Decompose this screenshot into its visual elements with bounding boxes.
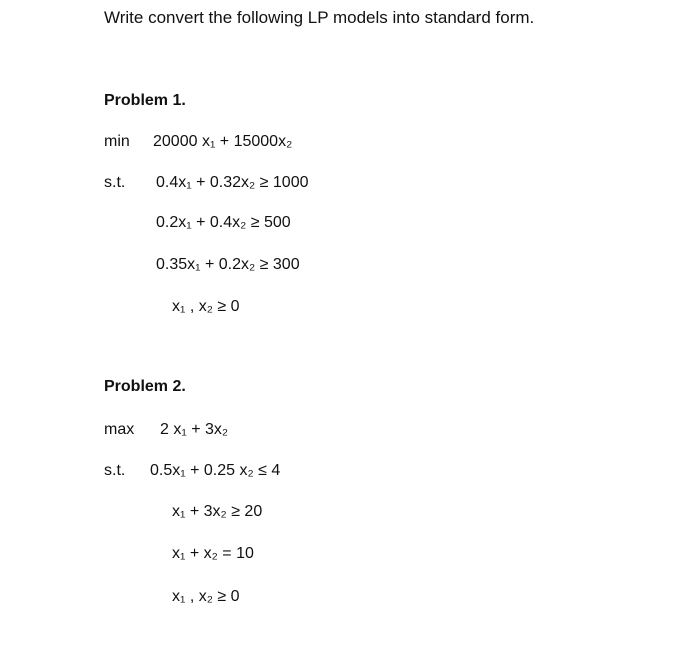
problem-1-constraint-1: 0.4x₁ + 0.32x₂ ≥ 1000	[156, 174, 309, 191]
problem-1-objective: 20000 x₁ + 15000x₂	[153, 133, 293, 150]
problem-1-st-label: s.t.	[104, 174, 126, 191]
problem-1-constraint-2: 0.2x₁ + 0.4x₂ ≥ 500	[156, 214, 291, 231]
problem-2-objective: 2 x₁ + 3x₂	[160, 421, 229, 438]
problem-2-objective-type: max	[104, 421, 135, 438]
problem-2-heading: Problem 2.	[104, 378, 186, 395]
problem-1-nonnegativity: x₁ , x₂ ≥ 0	[172, 298, 240, 315]
problem-2-constraint-3: x₁ + x₂ = 10	[172, 545, 254, 562]
problem-2-st-label: s.t.	[104, 462, 126, 479]
problem-1-objective-type: min	[104, 133, 130, 150]
problem-2-constraint-2: x₁ + 3x₂ ≥ 20	[172, 503, 263, 520]
problem-1-constraint-3: 0.35x₁ + 0.2x₂ ≥ 300	[156, 256, 300, 273]
problem-2-constraint-1: 0.5x₁ + 0.25 x₂ ≤ 4	[150, 462, 281, 479]
instruction-title: Write convert the following LP models into standard form.	[104, 8, 535, 27]
problem-1-heading: Problem 1.	[104, 92, 186, 109]
problem-2-nonnegativity: x₁ , x₂ ≥ 0	[172, 588, 240, 605]
